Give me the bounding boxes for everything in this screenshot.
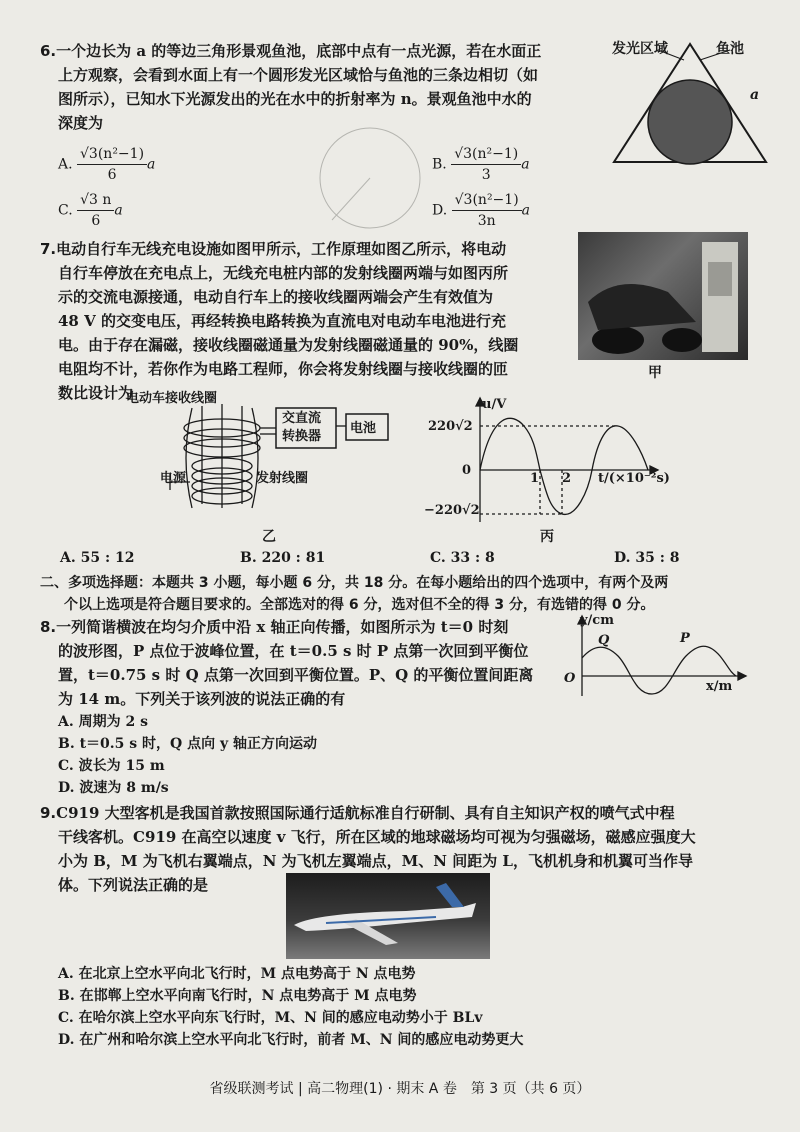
q9-line1: 9.C919 大型客机是我国首款按照国际通行适航标准自行研制、具有自主知识产权的喷气式中程 (40, 804, 675, 822)
q8-fig-ylabel: y/cm (580, 613, 614, 628)
q7-option-b: B. 220 : 81 (240, 550, 326, 566)
charging-station-photo (578, 232, 748, 360)
q8-line3: 置，t＝0.75 s 时 Q 点第一次回到平衡位置。P、Q 的平衡位置间距离 (58, 666, 534, 684)
q9-option-b: B. 在邯郸上空水平向南飞行时，N 点电势高于 M 点电势 (58, 988, 417, 1004)
q8-option-b: B. t＝0.5 s 时，Q 点向 y 轴正方向运动 (58, 736, 317, 752)
q6-line2: 上方观察，会看到水面上有一个圆形发光区域恰与鱼池的三条边相切（如 (58, 66, 539, 84)
q8-option-c: C. 波长为 15 m (58, 758, 165, 774)
q7-line3: 示的交流电源接通，电动自行车上的接收线圈两端会产生有效值为 (58, 288, 494, 306)
q6-line4: 深度为 (58, 114, 104, 132)
faint-circle-sketch (318, 124, 424, 230)
q6-option-b: B. $\frac{\text{√3(n²−1)}}{3}$ a (432, 146, 530, 183)
q7-option-a: A. 55 : 12 (60, 550, 135, 566)
q9-line4: 体。下列说法正确的是 (58, 876, 209, 894)
q7-line6: 电阻均不计，若你作为电路工程师，你会将发射线圈与接收线圈的匝 (58, 360, 509, 378)
fig-yi-label: 乙 (262, 529, 276, 545)
q8-line2: 的波形图，P 点位于波峰位置，在 t＝0.5 s 时 P 点第一次回到平衡位 (58, 642, 529, 660)
q8-fig-p: P (680, 631, 690, 646)
q7-option-c: C. 33 : 8 (430, 550, 495, 566)
bing-ybottom: −220√2 (424, 503, 480, 518)
c919-airplane-photo (286, 873, 490, 959)
q8-fig-xlabel: x/m (706, 679, 733, 694)
yi-battery-label: 电池 (350, 421, 377, 436)
q6-line1: 6.一个边长为 a 的等边三角形景观鱼池，底部中点有一点光源，若在水面正 (40, 42, 542, 60)
q9-option-a: A. 在北京上空水平向北飞行时，M 点电势高于 N 点电势 (58, 966, 416, 982)
q6-option-a: A. $\frac{\text{√3(n²−1)}}{6}$ a (58, 146, 156, 183)
q7-line2: 自行车停放在充电点上，无线充电桩内部的发射线圈两端与如图丙所 (58, 264, 509, 282)
bing-ylabel: u/V (482, 397, 507, 412)
q7-line4: 48 V 的交变电压，再经转换电路转换为直流电对电动车电池进行充 (58, 312, 506, 330)
bing-xlabel: t/(×10⁻²s) (598, 471, 670, 486)
section2-line2: 个以上选项是符合题目要求的。全部选对的得 6 分，选对但不全的得 3 分，有选错的得 0 分。 (64, 597, 655, 613)
q8-option-d: D. 波速为 8 m/s (58, 780, 169, 796)
bing-zero: 0 (462, 463, 472, 478)
q8-fig-origin: O (564, 671, 576, 686)
yi-converter-label-1: 交直流 (282, 411, 322, 426)
q9-line2: 干线客机。C919 在高空以速度 v 飞行，所在区域的地球磁场均可视为匀强磁场，磁感应强度大 (58, 828, 696, 846)
q7-number: 7. (40, 240, 57, 258)
q6-option-d: D. $\frac{\text{√3(n²−1)}}{3n}$ a (432, 192, 531, 229)
q7-line1: 7.电动自行车无线充电设施如图甲所示，工作原理如图乙所示，将电动 (40, 240, 507, 258)
q6-option-c: C. $\frac{√3 n}{6}$ a (58, 192, 123, 229)
bing-x1: 1 (530, 471, 540, 486)
q8-option-a: A. 周期为 2 s (58, 714, 148, 730)
q9-number: 9. (40, 804, 57, 822)
bing-x2: 2 (562, 471, 572, 486)
q8-number: 8. (40, 618, 57, 636)
yi-source-label: 电源 (160, 471, 187, 486)
yi-receive-coil-label: 电动车接收线圈 (126, 391, 218, 406)
q6-fig-a-label: a (750, 87, 760, 103)
page-footer: 省级联测考试 | 高二物理(1) · 期末 A 卷 第 3 页（共 6 页） (209, 1081, 591, 1097)
q8-line1: 8.一列简谐横波在均匀介质中沿 x 轴正向传播，如图所示为 t＝0 时刻 (40, 618, 509, 636)
q6-number: 6. (40, 42, 57, 60)
section2-line1: 二、多项选择题：本题共 3 小题，每小题 6 分，共 18 分。在每小题给出的四个选项中，有两个及两 (40, 575, 669, 591)
q9-option-c: C. 在哈尔滨上空水平向东飞行时，M、N 间的感应电动势小于 BLv (58, 1010, 483, 1026)
yi-send-coil-label: 发射线圈 (256, 471, 309, 486)
q9-line3: 小为 B，M 为飞机右翼端点，N 为飞机左翼端点，M、N 间距为 L，飞机机身和机翼可当作导 (58, 852, 693, 870)
bing-ytop: 220√2 (428, 419, 473, 434)
fig-bing-label: 丙 (540, 529, 554, 545)
q6-fig-region-label: 发光区域 (612, 41, 668, 57)
q9-option-d: D. 在广州和哈尔滨上空水平向北飞行时，前者 M、N 间的感应电动势更大 (58, 1032, 524, 1048)
yi-converter-label-2: 转换器 (282, 429, 322, 444)
q7-option-d: D. 35 : 8 (614, 550, 680, 566)
q6-line3: 图所示），已知水下光源发出的光在水中的折射率为 n。景观鱼池中水的 (58, 90, 532, 108)
q7-line7: 数比设计为 (58, 384, 134, 402)
q8-line4: 为 14 m。下列关于该列波的说法正确的有 (58, 690, 346, 708)
fig-jia-label: 甲 (648, 365, 662, 381)
q8-fig-q: Q (598, 633, 610, 648)
q7-line5: 电。由于存在漏磁，接收线圈磁通量为发射线圈磁通量的 90%，线圈 (58, 336, 519, 354)
q6-fig-pool-label: 鱼池 (716, 41, 744, 57)
